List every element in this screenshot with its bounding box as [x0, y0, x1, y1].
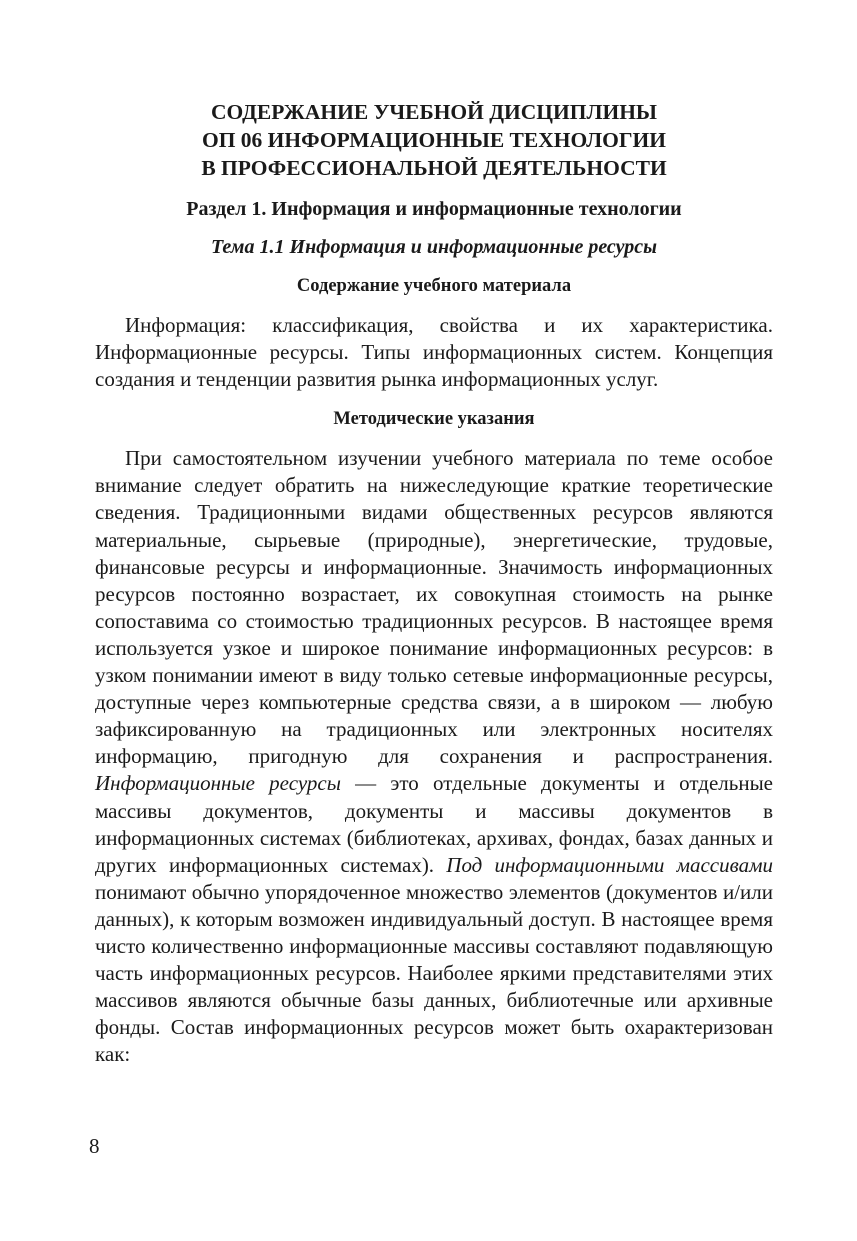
guidelines-text-part-2: — это отдельные документы и отдельные массивы документов, документы и массивы документов в информационных системах (библиотеках, архивах, фондах, базах данных и других информационных системах). [95, 771, 773, 877]
document-title [95, 98, 773, 182]
term-information-resources: Информационные ресурсы [95, 771, 341, 796]
guidelines-text-part-1: При самостоятельном изучении учебного материала по теме особое внимание следует обратить на нижеследующие краткие теоретические сведения. Традиционными видами общественных ресурсов являются материальные, сырьевые (природные), энергетические, трудовые, финансовые ресурсы и информационные. Значимость информационных ресурсов постоянно возрастает, их совокупная стоимость на рынке сопоставима со стоимостью традиционных ресурсов. В настоящее время используется узкое и широкое понимание информационных ресурсов: в узком понимании имеют в виду только сетевые информационные ресурсы, доступные через компьютерные средства связи, а в широком — любую зафиксированную на традиционных или электронных носителях информацию, пригодную для сохранения и распространения. [95, 446, 773, 769]
content-paragraph: Информация: классификация, свойства и их характеристика. Информационные ресурсы. Типы информационных систем. Концепция создания и тенденции развития рынка информационных услуг. [95, 313, 773, 392]
guidelines-heading: Методические указания [333, 409, 535, 430]
guidelines-paragraph [95, 445, 773, 1068]
guidelines-text-part-3: понимают обычно упорядоченное множество элементов (документов и/или данных), к которым возможен индивидуальный доступ. В настоящее время чисто количественно информационные массивы составляют подавляющую часть информационных ресурсов. Наиболее яркими представителями этих массивов являются обычные базы данных, библиотечные или архивные фонды. Состав информационных ресурсов может быть охарактеризован как: [95, 879, 773, 1067]
content-heading: Содержание учебного материала [296, 276, 572, 296]
title-line-1: СОДЕРЖАНИЕ УЧЕБНОЙ ДИСЦИПЛИНЫ [210, 100, 658, 124]
section-heading: Раздел 1. Информация и информационные технологии [186, 198, 682, 220]
page-content [95, 98, 773, 1068]
page-number: 8 [89, 1134, 100, 1158]
topic-heading: Тема 1.1 Информация и информационные ресурсы [210, 236, 658, 258]
title-line-2: ОП 06 ИНФОРМАЦИОННЫЕ ТЕХНОЛОГИИ [201, 128, 667, 152]
title-line-3: В ПРОФЕССИОНАЛЬНОЙ ДЕЯТЕЛЬНОСТИ [201, 156, 667, 180]
term-information-arrays: Под информационными массивами [446, 852, 773, 877]
